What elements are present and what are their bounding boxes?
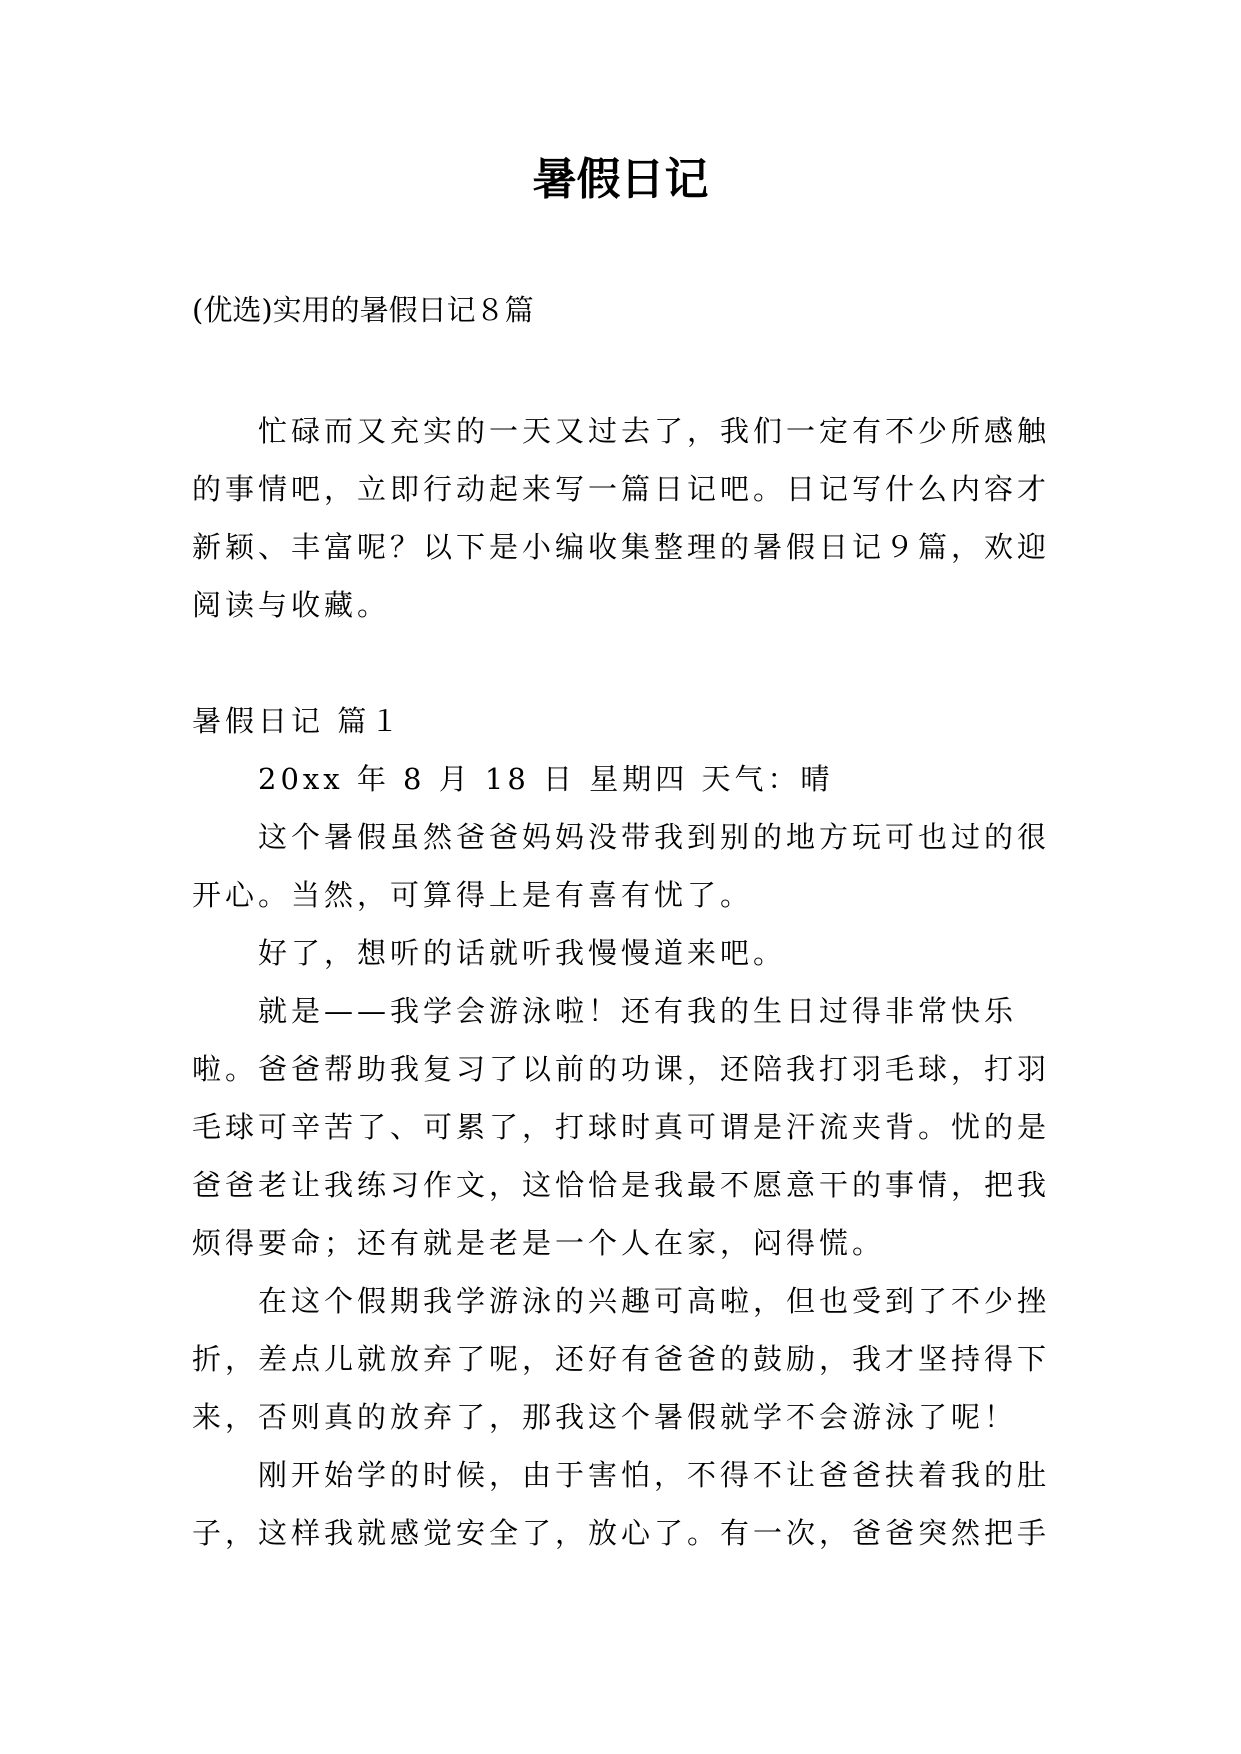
intro-block (192, 402, 1052, 634)
body-paragraph: 刚开始学的时候，由于害怕，不得不让爸爸扶着我的肚子，这样我就感觉安全了，放心了。有一次，爸爸突然把手 (192, 1458, 1051, 1550)
document-subtitle: (优选)实用的暑假日记８篇 (192, 293, 534, 327)
body-paragraph: 就是——我学会游泳啦！还有我的生日过得非常快乐啦。爸爸帮助我复习了以前的功课，还陪我打羽毛球，打羽毛球可辛苦了、可累了，打球时真可谓是汗流夹背。忧的是爸爸老让我练习作文，这恰恰是我最不愿意干的事情，把我烦得要命；还有就是老是一个人在家，闷得慌。 (192, 994, 1051, 1260)
diary-section (192, 692, 1052, 1562)
intro-paragraph: 忙碌而又充实的一天又过去了，我们一定有不少所感触的事情吧，立即行动起来写一篇日记吧。日记写什么内容才新颖、丰富呢？以下是小编收集整理的暑假日记９篇，欢迎阅读与收藏。 (192, 414, 1051, 622)
document-title: 暑假日记 (532, 154, 709, 205)
body-paragraph: 好了，想听的话就听我慢慢道来吧。 (258, 936, 787, 970)
date-line: 20xx 年 8 月 18 日 星期四 天气：晴 (258, 762, 834, 796)
body-paragraph: 在这个假期我学游泳的兴趣可高啦，但也受到了不少挫折，差点儿就放弃了呢，还好有爸爸的鼓励，我才坚持得下来，否则真的放弃了，那我这个暑假就学不会游泳了呢！ (192, 1284, 1051, 1434)
body-paragraph: 这个暑假虽然爸爸妈妈没带我到别的地方玩可也过的很开心。当然，可算得上是有喜有忧了。 (192, 820, 1051, 912)
section-heading: 暑假日记 篇１ (192, 704, 404, 738)
